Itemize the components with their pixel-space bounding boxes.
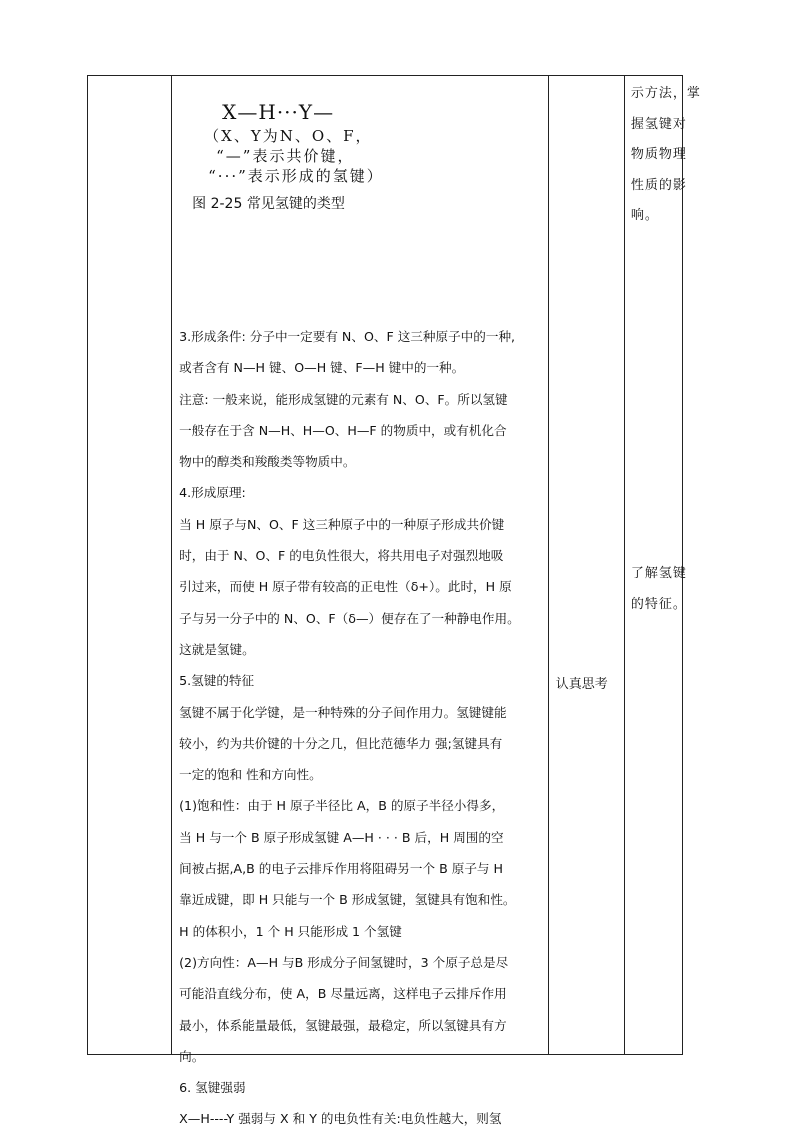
text-line: 最小，体系能量最低，氢键最强，最稳定，所以氢键具有方 [179,1017,507,1033]
text-line: H 的体积小，1 个 H 只能形成 1 个氢键 [179,923,402,939]
text-line: 一定的饱和 性和方向性。 [179,767,322,783]
goal-line: 握氢键对 [630,116,687,132]
text-line: 当 H 原子与N、O、F 这三种原子中的一种原子形成共价键 [179,516,505,532]
figure-note-2: “—”表示共价键， [216,147,355,165]
goal-line: 示方法，掌 [630,86,701,101]
text-line: 或者含有 N—H 键、O—H 键、F—H 键中的一种。 [179,360,465,376]
goal-line: 的特征。 [630,596,687,612]
text-line: 靠近成键，即 H 只能与一个 B 形成氢键，氢键具有饱和性。 [179,892,516,908]
section-heading: 6. 氢键强弱 [179,1080,246,1096]
goal-line: 响。 [630,208,659,224]
section-heading: 5.氢键的特征 [179,673,255,689]
hydrogen-bond-figure [190,98,530,214]
text-line: 氢键不属于化学键，是一种特殊的分子间作用力。氢键键能 [179,704,507,720]
text-line: 一般存在于含 N—H、H—O、H—F 的物质中，或有机化合 [179,422,507,438]
lesson-table [87,75,701,1127]
text-line: 这就是氢键。 [179,641,255,657]
goal-line: 性质的影 [630,177,687,193]
text-line: 引过来，而使 H 原子带有较高的正电性（δ+）。此时，H 原 [179,579,512,595]
method-text: 认真思考 [555,677,608,692]
text-line: 可能沿直线分布，使 A，B 尽量远离，这样电子云排斥作用 [179,986,507,1002]
text-line: 注意: 一般来说，能形成氢键的元素有 N、O、F。所以氢键 [179,391,508,407]
text-line: 子与另一分子中的 N、O、F（δ—）便存在了一种静电作用。 [179,610,520,626]
goal-block-2 [630,559,687,620]
figure-note-3: “···”表示形成的氢键） [208,167,384,185]
text-line: X—H----Y 强弱与 X 和 Y 的电负性有关:电负性越大，则氢 [179,1111,502,1127]
method-cell [548,76,624,1055]
blank-cell [88,76,172,1055]
text-line: 向。 [179,1048,205,1064]
section-heading: 4.形成原理: [179,485,246,501]
text-line: 物中的醇类和羧酸类等物质中。 [179,454,356,470]
hydrogen-bond-formula: X—H···Y— [222,100,335,124]
figure-note-1: （X、Y为N、O、F， [204,127,373,145]
text-line: 3.形成条件: 分子中一定要有 N、O、F 这三种原子中的一种, [179,329,516,344]
goal-block-1 [630,79,701,232]
goal-line: 物质物理 [630,147,687,163]
text-line: 时，由于 N、O、F 的电负性很大，将共用电子对强烈地吸 [179,548,504,564]
text-line: 当 H 与一个 B 原子形成氢键 A—H · · · B 后，H 周围的空 [179,829,504,845]
text-line: 间被占据,A,B 的电子云排斥作用将阻碍另一个 B 原子与 H [179,861,503,877]
goals-cell [624,76,701,1055]
text-line: (2)方向性：A—H 与B 形成分子间氢键时，3 个原子总是尽 [179,954,509,970]
text-line: (1)饱和性：由于 H 原子半径比 A，B 的原子半径小得多， [179,798,505,814]
content-cell [172,76,549,1127]
goal-line: 了解氢键 [630,566,687,581]
text-line: 较小，约为共价键的十分之几，但比范德华力 强;氢键具有 [179,735,503,751]
lesson-text [179,321,545,1135]
figure-caption: 图 2-25 常见氢键的类型 [192,196,345,212]
